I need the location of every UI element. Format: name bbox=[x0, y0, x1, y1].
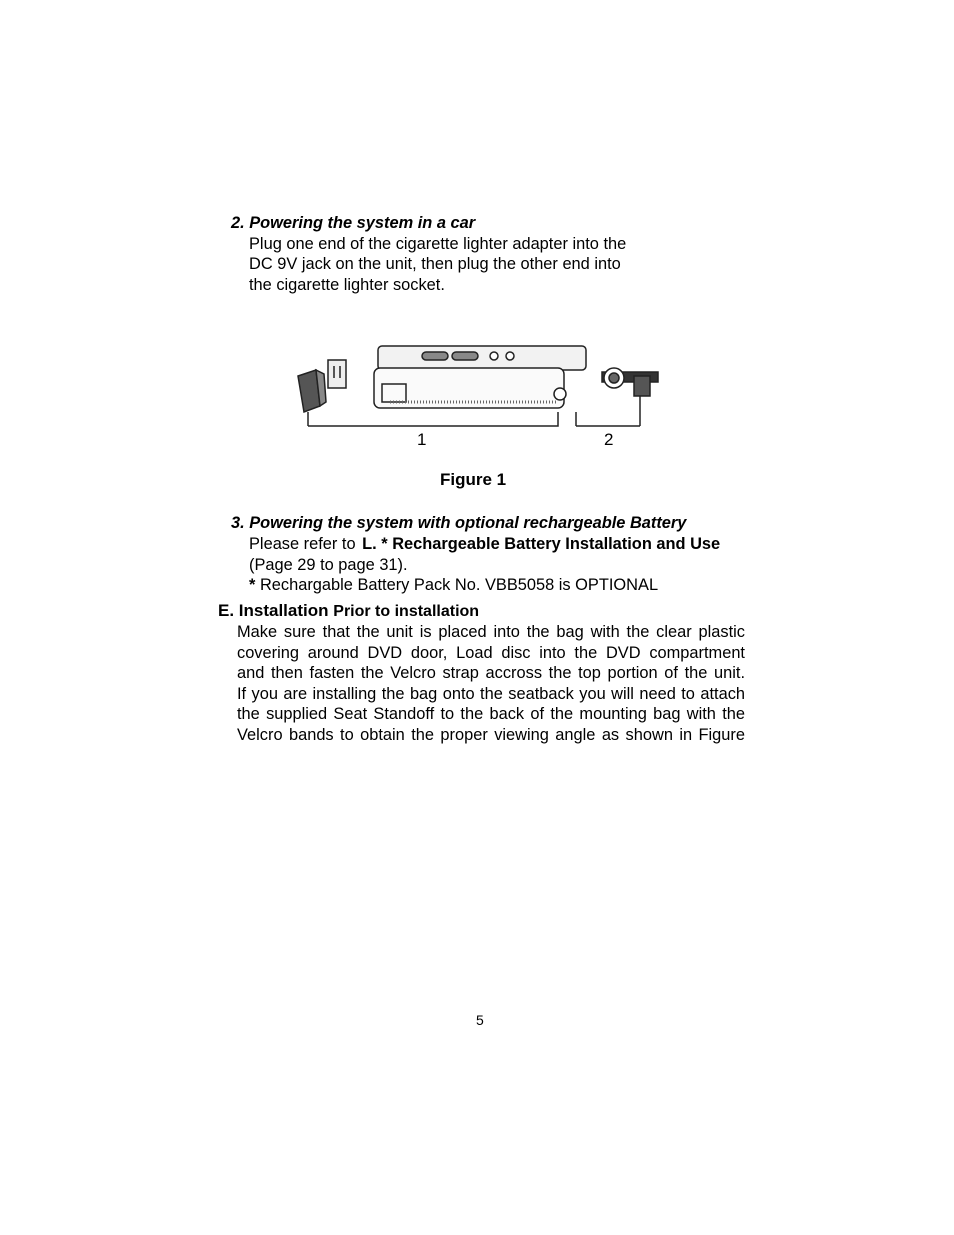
section-e-subtitle: Prior to installation bbox=[333, 603, 480, 620]
section-e-line-3: and then fasten the Velcro strap accross the top portion of the unit. bbox=[237, 664, 745, 682]
section-e-line-5: the supplied Seat Standoff to the back of the mounting bag with the bbox=[237, 705, 745, 723]
section-2-line-3: the cigarette lighter socket. bbox=[249, 276, 445, 294]
section-e-heading bbox=[218, 601, 479, 621]
section-2-line-2: DC 9V jack on the unit, then plug the other end into bbox=[249, 255, 621, 273]
figure-label-1: 1 bbox=[417, 430, 427, 449]
cigarette-socket-icon bbox=[602, 368, 658, 426]
section-3-heading: 3. Powering the system with optional rechargeable Battery bbox=[231, 514, 687, 532]
figure-caption: Figure 1 bbox=[440, 470, 507, 489]
section-e-line-6: Velcro bands to obtain the proper viewing angle as shown in Figure bbox=[237, 726, 745, 744]
section-3-pages: (Page 29 to page 31). bbox=[249, 556, 408, 574]
section-e-line-4: If you are installing the bag onto the seatback you will need to attach bbox=[237, 685, 745, 703]
section-2-heading: 2. Powering the system in a car bbox=[231, 214, 476, 232]
dvd-player-icon bbox=[374, 346, 586, 408]
adapter-cable bbox=[308, 412, 640, 426]
section-e-line-1: Make sure that the unit is placed into the bag with the clear plastic bbox=[237, 623, 745, 641]
note-text: Rechargable Battery Pack No. VBB5058 is OPTIONAL bbox=[259, 576, 659, 594]
section-e-line-2: covering around DVD door, Load disc into the DVD compartment bbox=[237, 644, 745, 662]
page-number: 5 bbox=[476, 1012, 484, 1028]
section-3-note bbox=[249, 575, 658, 595]
section-3-reference bbox=[249, 534, 720, 554]
reference-title: L. * Rechargeable Battery Installation and Use bbox=[362, 535, 721, 553]
section-2-line-1: Plug one end of the cigarette lighter adapter into the bbox=[249, 235, 627, 253]
figure-label-2: 2 bbox=[604, 430, 614, 449]
adapter-icon bbox=[298, 360, 346, 426]
section-e-title: E. Installation bbox=[218, 601, 329, 620]
note-asterisk: * bbox=[249, 576, 256, 594]
reference-prefix: Please refer to bbox=[249, 535, 356, 553]
